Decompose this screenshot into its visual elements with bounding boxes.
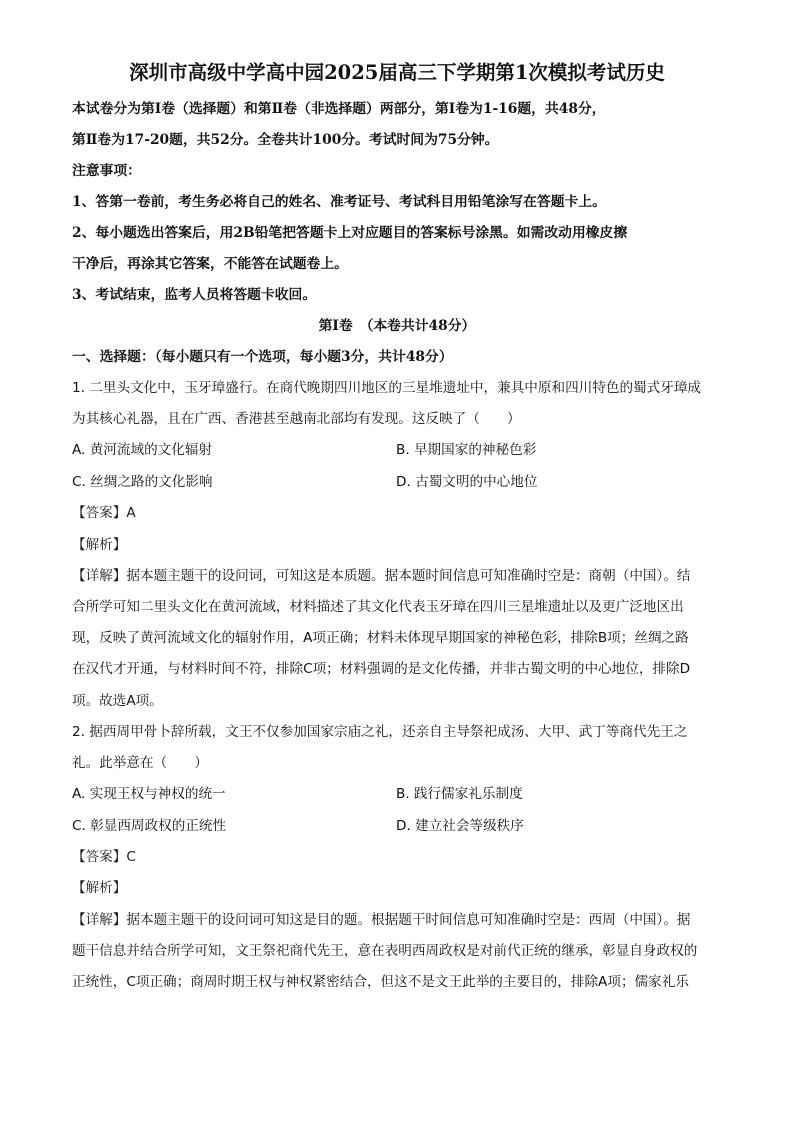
question-2-answer: 【答案】C [72,849,136,866]
question-1-option-a: A. 黄河流域的文化辐射 [72,442,213,459]
question-1-detail-line-1: 【详解】据本题主题干的设问词，可知这是本质题。据本题时间信息可知准确时空是：商朝（中国）。结 [72,567,691,584]
question-2-option-a: A. 实现王权与神权的统一 [72,786,226,803]
question-2-detail-line-2: 题干信息并结合所学可知，文王祭祀商代先王，意在表明西周政权是对前代正统的继承，彰显自身政权的 [72,942,698,959]
intro-line-1: 本试卷分为第Ⅰ卷（选择题）和第Ⅱ卷（非选择题）两部分，第Ⅰ卷为1-16题，共48分， [72,101,606,117]
page-title: 深圳市高级中学高中园2025届高三下学期第1次模拟考试历史 [129,61,665,84]
question-2-option-b: B. 践行儒家礼乐制度 [396,786,523,803]
notice-item-2-line-2: 干净后，再涂其它答案，不能答在试题卷上。 [72,256,348,272]
question-2-detail-line-3: 正统性，C项正确；商周时期王权与神权紧密结合，但这不是文王此举的主要目的，排除A项；儒家礼乐 [72,974,689,991]
question-1-detail-line-2: 合所学可知二里头文化在黄河流域，材料描述了其文化代表玉牙璋在四川三星堆遗址以及更广泛地区出 [72,599,684,616]
question-1-analysis-label: 【解析】 [72,536,127,553]
question-1-options-row-1 [72,435,722,467]
question-1-stem-line-2: 为其核心礼器，且在广西、香港甚至越南北部均有发现。这反映了（ ） [72,411,521,428]
question-1-detail-line-4: 在汉代才开通，与材料时间不符，排除C项；材料强调的是文化传播，并非古蜀文明的中心地位，排除D [72,661,691,678]
question-2-analysis-label: 【解析】 [72,880,127,897]
question-1-detail-line-3: 现，反映了黄河流域文化的辐射作用，A项正确；材料未体现早期国家的神秘色彩，排除B项；丝绸之路 [72,630,689,647]
question-1-option-c: C. 丝绸之路的文化影响 [72,473,213,490]
question-2-options-row-2 [72,811,722,843]
question-1-stem-line-1: 1. 二里头文化中，玉牙璋盛行。在商代晚期四川地区的三星堆遗址中，兼具中原和四川特色的蜀式牙璋成 [72,380,702,396]
question-2-detail-line-1: 【详解】据本题主题干的设问词可知这是目的题。根据题干时间信息可知准确时空是：西周（中国）。据 [72,911,691,928]
question-1-detail-line-5: 项。故选A项。 [72,692,163,709]
exam-page [72,60,722,998]
notice-item-2-line-1: 2、每小题选出答案后，用2B铅笔把答题卡上对应题目的答案标号涂黑。如需改动用橡皮擦 [72,225,628,241]
question-2-option-d: D. 建立社会等级秩序 [396,817,524,834]
notice-heading: 注意事项： [72,163,141,179]
question-2 [72,717,722,998]
question-1-answer: 【答案】A [72,505,136,522]
question-1-options-row-2 [72,467,722,499]
notice-item-1: 1、答第一卷前，考生务必将自己的姓名、准考证号、考试科目用铅笔涂写在答题卡上。 [72,194,606,210]
section-heading: 一、选择题：（每小题只有一个选项，每小题3分，共计48分） [72,349,453,365]
section-title: 第Ⅰ卷 （本卷共计48分） [318,318,476,334]
question-1-option-d: D. 古蜀文明的中心地位 [396,473,538,490]
question-2-options-row-1 [72,779,722,811]
question-1 [72,373,722,717]
intro-line-2: 第Ⅱ卷为17-20题，共52分。全卷共计100分。考试时间为75分钟。 [72,132,499,148]
question-2-stem-line-2: 礼。此举意在（ ） [72,755,208,772]
notice-item-3: 3、考试结束，监考人员将答题卡收回。 [72,287,317,303]
question-2-option-c: C. 彰显西周政权的正统性 [72,817,227,834]
question-1-option-b: B. 早期国家的神秘色彩 [396,442,537,459]
question-2-stem-line-1: 2. 据西周甲骨卜辞所载，文王不仅参加国家宗庙之礼，还亲自主导祭祀成汤、大甲、武丁等商代先王之 [72,723,688,740]
